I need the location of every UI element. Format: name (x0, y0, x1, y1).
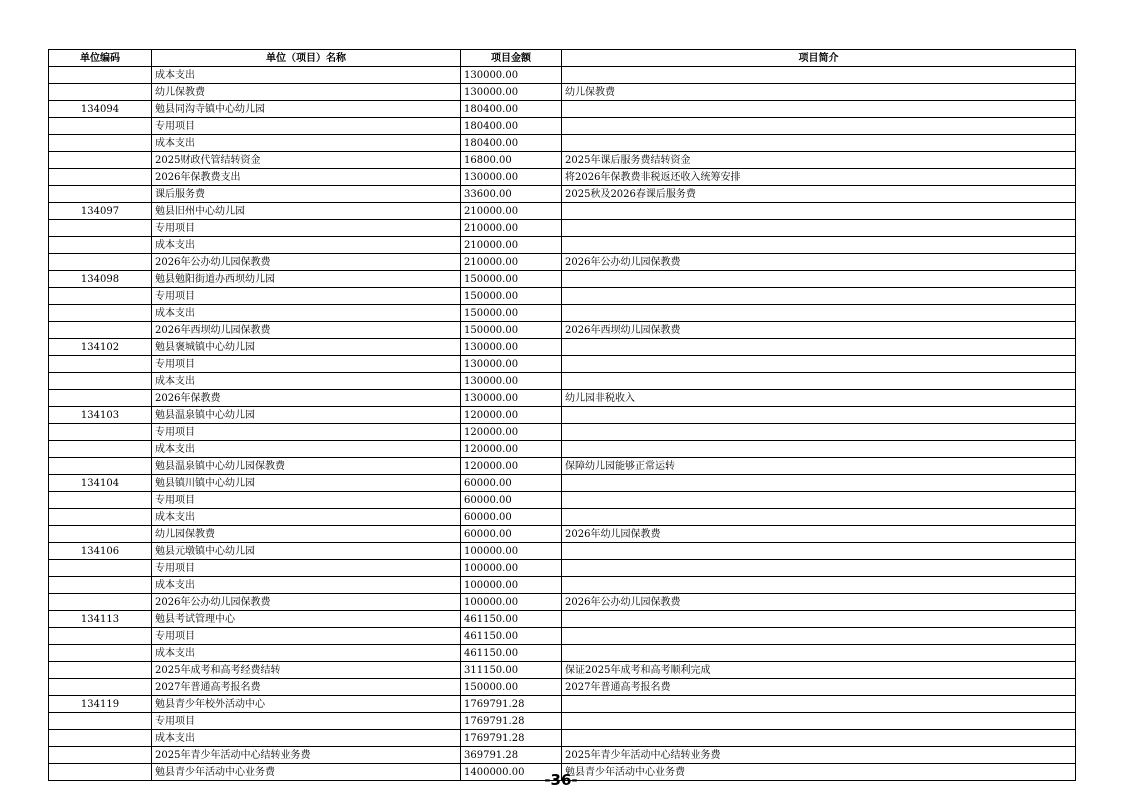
unit-name-cell: 专用项目 (152, 424, 461, 441)
unit-code-cell: 134094 (49, 101, 152, 118)
table-row (49, 679, 1076, 696)
description-cell (562, 271, 1076, 288)
unit-code-cell: 134098 (49, 271, 152, 288)
unit-name-cell: 成本支出 (152, 305, 461, 322)
table-row (49, 628, 1076, 645)
unit-name-cell: 勉县元墩镇中心幼儿园 (152, 543, 461, 560)
unit-name-cell: 2025年成考和高考经费结转 (152, 662, 461, 679)
table-row (49, 492, 1076, 509)
amount-cell: 461150.00 (461, 645, 562, 662)
unit-code-cell (49, 526, 152, 543)
table-row (49, 237, 1076, 254)
unit-code-cell (49, 747, 152, 764)
table-row (49, 390, 1076, 407)
amount-cell: 150000.00 (461, 305, 562, 322)
table-header-row (49, 50, 1076, 67)
unit-name-cell: 勉县同沟寺镇中心幼儿园 (152, 101, 461, 118)
unit-name-cell: 2025年青少年活动中心结转业务费 (152, 747, 461, 764)
unit-code-cell (49, 628, 152, 645)
table-row (49, 662, 1076, 679)
amount-cell: 130000.00 (461, 356, 562, 373)
table-row (49, 186, 1076, 203)
description-cell (562, 203, 1076, 220)
amount-cell: 180400.00 (461, 118, 562, 135)
unit-name-cell: 专用项目 (152, 560, 461, 577)
unit-code-cell: 134104 (49, 475, 152, 492)
unit-name-cell: 专用项目 (152, 220, 461, 237)
unit-name-cell: 成本支出 (152, 730, 461, 747)
amount-cell: 1769791.28 (461, 713, 562, 730)
unit-name-cell: 成本支出 (152, 577, 461, 594)
unit-name-cell: 勉县考试管理中心 (152, 611, 461, 628)
table-row (49, 271, 1076, 288)
table-row (49, 713, 1076, 730)
unit-code-cell (49, 390, 152, 407)
unit-code-cell (49, 322, 152, 339)
table-row (49, 169, 1076, 186)
amount-cell: 1400000.00 (461, 764, 562, 781)
table-row (49, 305, 1076, 322)
table-row (49, 543, 1076, 560)
description-cell: 2027年普通高考报名费 (562, 679, 1076, 696)
unit-code-cell (49, 169, 152, 186)
table-row (49, 118, 1076, 135)
amount-cell: 461150.00 (461, 628, 562, 645)
description-cell (562, 713, 1076, 730)
table-row (49, 594, 1076, 611)
unit-code-cell (49, 662, 152, 679)
table-row (49, 135, 1076, 152)
amount-cell: 130000.00 (461, 390, 562, 407)
amount-cell: 311150.00 (461, 662, 562, 679)
unit-code-cell: 134102 (49, 339, 152, 356)
unit-code-cell: 134119 (49, 696, 152, 713)
amount-cell: 210000.00 (461, 220, 562, 237)
unit-code-cell (49, 305, 152, 322)
table-row (49, 254, 1076, 271)
unit-code-cell (49, 730, 152, 747)
table-row (49, 526, 1076, 543)
unit-name-cell: 成本支出 (152, 67, 461, 84)
unit-code-cell (49, 220, 152, 237)
table-row (49, 424, 1076, 441)
unit-name-cell: 专用项目 (152, 713, 461, 730)
unit-name-cell: 2026年西坝幼儿园保教费 (152, 322, 461, 339)
table-row (49, 560, 1076, 577)
unit-name-cell: 勉县青少年活动中心业务费 (152, 764, 461, 781)
unit-name-cell: 成本支出 (152, 645, 461, 662)
unit-code-cell: 134097 (49, 203, 152, 220)
amount-cell: 130000.00 (461, 339, 562, 356)
unit-code-cell (49, 373, 152, 390)
amount-cell: 130000.00 (461, 84, 562, 101)
description-cell (562, 628, 1076, 645)
description-cell (562, 288, 1076, 305)
description-cell: 幼儿园非税收入 (562, 390, 1076, 407)
description-cell (562, 67, 1076, 84)
description-cell: 将2026年保教费非税返还收入统筹安排 (562, 169, 1076, 186)
description-cell: 勉县青少年活动中心业务费 (562, 764, 1076, 781)
description-cell (562, 560, 1076, 577)
amount-cell: 1769791.28 (461, 696, 562, 713)
description-cell: 幼儿保教费 (562, 84, 1076, 101)
amount-cell: 461150.00 (461, 611, 562, 628)
unit-name-cell: 勉县镇川镇中心幼儿园 (152, 475, 461, 492)
header-unit-code: 单位编码 (49, 50, 152, 67)
unit-name-cell: 成本支出 (152, 441, 461, 458)
table-row (49, 458, 1076, 475)
description-cell: 保证2025年成考和高考顺利完成 (562, 662, 1076, 679)
unit-name-cell: 幼儿保教费 (152, 84, 461, 101)
header-description: 项目简介 (562, 50, 1076, 67)
description-cell (562, 135, 1076, 152)
unit-name-cell: 2026年保教费支出 (152, 169, 461, 186)
amount-cell: 100000.00 (461, 543, 562, 560)
unit-name-cell: 2026年保教费 (152, 390, 461, 407)
unit-name-cell: 勉县褒城镇中心幼儿园 (152, 339, 461, 356)
description-cell (562, 645, 1076, 662)
unit-code-cell (49, 67, 152, 84)
header-unit-name: 单位（项目）名称 (152, 50, 461, 67)
table-row (49, 373, 1076, 390)
amount-cell: 120000.00 (461, 407, 562, 424)
table-row (49, 475, 1076, 492)
amount-cell: 130000.00 (461, 169, 562, 186)
unit-code-cell (49, 560, 152, 577)
amount-cell: 100000.00 (461, 577, 562, 594)
description-cell (562, 305, 1076, 322)
table-row (49, 730, 1076, 747)
unit-code-cell (49, 84, 152, 101)
unit-name-cell: 专用项目 (152, 628, 461, 645)
unit-name-cell: 勉县勉阳街道办西坝幼儿园 (152, 271, 461, 288)
unit-name-cell: 勉县温泉镇中心幼儿园 (152, 407, 461, 424)
amount-cell: 120000.00 (461, 458, 562, 475)
unit-code-cell (49, 288, 152, 305)
unit-code-cell (49, 645, 152, 662)
unit-code-cell (49, 118, 152, 135)
unit-code-cell (49, 577, 152, 594)
amount-cell: 120000.00 (461, 424, 562, 441)
description-cell: 2025年青少年活动中心结转业务费 (562, 747, 1076, 764)
unit-code-cell (49, 679, 152, 696)
unit-name-cell: 勉县温泉镇中心幼儿园保教费 (152, 458, 461, 475)
unit-code-cell (49, 135, 152, 152)
description-cell (562, 577, 1076, 594)
description-cell (562, 424, 1076, 441)
table-row (49, 220, 1076, 237)
description-cell (562, 118, 1076, 135)
description-cell: 2026年幼儿园保教费 (562, 526, 1076, 543)
unit-name-cell: 2027年普通高考报名费 (152, 679, 461, 696)
unit-name-cell: 专用项目 (152, 118, 461, 135)
description-cell (562, 356, 1076, 373)
description-cell (562, 237, 1076, 254)
unit-code-cell (49, 441, 152, 458)
description-cell: 2026年公办幼儿园保教费 (562, 254, 1076, 271)
unit-code-cell (49, 237, 152, 254)
table-row (49, 509, 1076, 526)
unit-name-cell: 成本支出 (152, 237, 461, 254)
amount-cell: 210000.00 (461, 237, 562, 254)
table-row (49, 645, 1076, 662)
unit-code-cell: 134106 (49, 543, 152, 560)
amount-cell: 60000.00 (461, 526, 562, 543)
unit-name-cell: 2026年公办幼儿园保教费 (152, 254, 461, 271)
unit-code-cell (49, 152, 152, 169)
amount-cell: 100000.00 (461, 560, 562, 577)
amount-cell: 33600.00 (461, 186, 562, 203)
table-row (49, 577, 1076, 594)
unit-code-cell (49, 713, 152, 730)
amount-cell: 150000.00 (461, 271, 562, 288)
table-row (49, 407, 1076, 424)
unit-name-cell: 勉县旧州中心幼儿园 (152, 203, 461, 220)
table-row (49, 152, 1076, 169)
description-cell (562, 441, 1076, 458)
table-row (49, 322, 1076, 339)
table-row (49, 339, 1076, 356)
amount-cell: 150000.00 (461, 679, 562, 696)
description-cell (562, 475, 1076, 492)
header-amount: 项目金额 (461, 50, 562, 67)
unit-name-cell: 成本支出 (152, 373, 461, 390)
amount-cell: 60000.00 (461, 509, 562, 526)
amount-cell: 120000.00 (461, 441, 562, 458)
description-cell: 保障幼儿园能够正常运转 (562, 458, 1076, 475)
description-cell (562, 509, 1076, 526)
description-cell (562, 611, 1076, 628)
description-cell (562, 339, 1076, 356)
unit-name-cell: 课后服务费 (152, 186, 461, 203)
budget-table (48, 49, 1076, 781)
unit-name-cell: 2025财政代管结转资金 (152, 152, 461, 169)
amount-cell: 16800.00 (461, 152, 562, 169)
unit-name-cell: 幼儿园保教费 (152, 526, 461, 543)
unit-code-cell (49, 492, 152, 509)
unit-name-cell: 专用项目 (152, 288, 461, 305)
description-cell: 2025秋及2026春课后服务费 (562, 186, 1076, 203)
description-cell (562, 730, 1076, 747)
table-row (49, 288, 1076, 305)
description-cell: 2026年公办幼儿园保教费 (562, 594, 1076, 611)
amount-cell: 210000.00 (461, 203, 562, 220)
unit-code-cell (49, 356, 152, 373)
table-body (49, 67, 1076, 781)
table-row (49, 356, 1076, 373)
amount-cell: 150000.00 (461, 288, 562, 305)
amount-cell: 180400.00 (461, 101, 562, 118)
description-cell (562, 101, 1076, 118)
amount-cell: 60000.00 (461, 492, 562, 509)
unit-code-cell (49, 254, 152, 271)
amount-cell: 130000.00 (461, 373, 562, 390)
description-cell: 2026年西坝幼儿园保教费 (562, 322, 1076, 339)
unit-name-cell: 2026年公办幼儿园保教费 (152, 594, 461, 611)
amount-cell: 210000.00 (461, 254, 562, 271)
unit-code-cell (49, 594, 152, 611)
table-row (49, 696, 1076, 713)
amount-cell: 150000.00 (461, 322, 562, 339)
table-row (49, 101, 1076, 118)
table-row (49, 67, 1076, 84)
table-row (49, 441, 1076, 458)
description-cell (562, 696, 1076, 713)
amount-cell: 180400.00 (461, 135, 562, 152)
description-cell (562, 543, 1076, 560)
amount-cell: 100000.00 (461, 594, 562, 611)
amount-cell: 369791.28 (461, 747, 562, 764)
table-row (49, 747, 1076, 764)
table-row (49, 84, 1076, 101)
description-cell (562, 220, 1076, 237)
unit-name-cell: 成本支出 (152, 135, 461, 152)
description-cell: 2025年课后服务费结转资金 (562, 152, 1076, 169)
amount-cell: 1769791.28 (461, 730, 562, 747)
description-cell (562, 373, 1076, 390)
amount-cell: 130000.00 (461, 67, 562, 84)
table-row (49, 203, 1076, 220)
unit-name-cell: 专用项目 (152, 492, 461, 509)
unit-code-cell (49, 186, 152, 203)
unit-code-cell (49, 509, 152, 526)
unit-code-cell: 134103 (49, 407, 152, 424)
amount-cell: 60000.00 (461, 475, 562, 492)
unit-code-cell (49, 458, 152, 475)
unit-name-cell: 勉县青少年校外活动中心 (152, 696, 461, 713)
unit-name-cell: 专用项目 (152, 356, 461, 373)
unit-code-cell: 134113 (49, 611, 152, 628)
page-number: -36- (544, 771, 578, 789)
description-cell (562, 492, 1076, 509)
unit-name-cell: 成本支出 (152, 509, 461, 526)
description-cell (562, 407, 1076, 424)
unit-code-cell (49, 424, 152, 441)
table-row (49, 611, 1076, 628)
